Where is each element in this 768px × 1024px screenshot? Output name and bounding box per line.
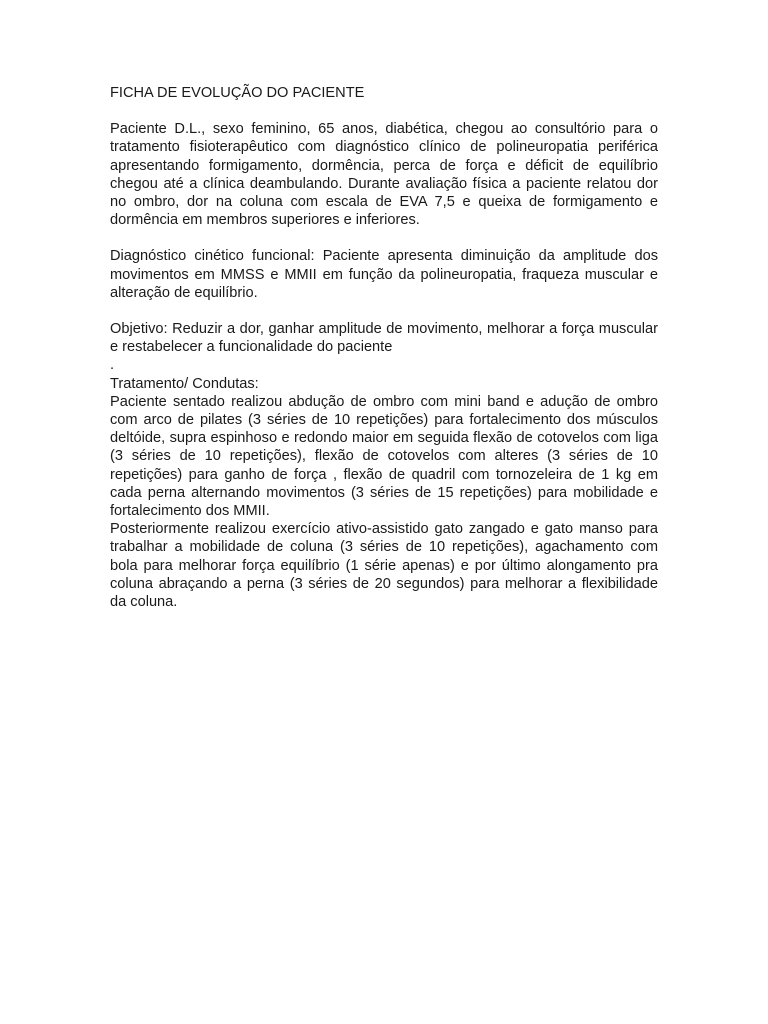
treatment-paragraph-2: Posteriormente realizou exercício ativo-assistido gato zangado e gato manso para trabalhar a mobilidade de coluna (3 séries de 10 repetições), agachamento com bola para melhorar força equilíbrio (1 série apenas) e por último alongamento pra coluna abraçando a perna (3 séries de 20 segundos) para melhorar a flexibilidade da coluna.	[110, 521, 658, 611]
objective-paragraph: Objetivo: Reduzir a dor, ganhar amplitude de movimento, melhorar a força muscular e restabelecer a funcionalidade do paciente	[110, 321, 658, 356]
dot-line: .	[110, 357, 115, 374]
document-page	[110, 84, 658, 611]
treatment-heading: Tratamento/ Condutas:	[110, 375, 259, 392]
diagnosis-paragraph: Diagnóstico cinético funcional: Paciente apresenta diminuição da amplitude dos movimentos em MMSS e MMII em função da polineuropatia, fraqueza muscular e alteração de equilíbrio.	[110, 248, 658, 301]
patient-history-paragraph: Paciente D.L., sexo feminino, 65 anos, diabética, chegou ao consultório para o tratamento fisioterapêutico com diagnóstico clínico de polineuropatia periférica apresentando formigamento, dormência, perca de força e déficit de equilíbrio chegou até a clínica deambulando. Durante avaliação física a paciente relatou dor no ombro, dor na coluna com escala de EVA 7,5 e queixa de formigamento e dormência em membros superiores e inferiores.	[110, 121, 658, 229]
treatment-paragraph-1: Paciente sentado realizou abdução de ombro com mini band e adução de ombro com arco de pilates (3 séries de 10 repetições) para fortalecimento dos músculos deltóide, supra espinhoso e redondo maior em seguida flexão de cotovelos com liga (3 séries de 10 repetições), flexão de cotovelos com alteres (3 séries de 10 repetições) para ganho de força , flexão de quadril com tornozeleira de 1 kg em cada perna alternando movimentos (3 séries de 15 repetições) para mobilidade e fortalecimento dos MMII.	[110, 393, 658, 520]
document-title: FICHA DE EVOLUÇÃO DO PACIENTE	[110, 85, 365, 101]
